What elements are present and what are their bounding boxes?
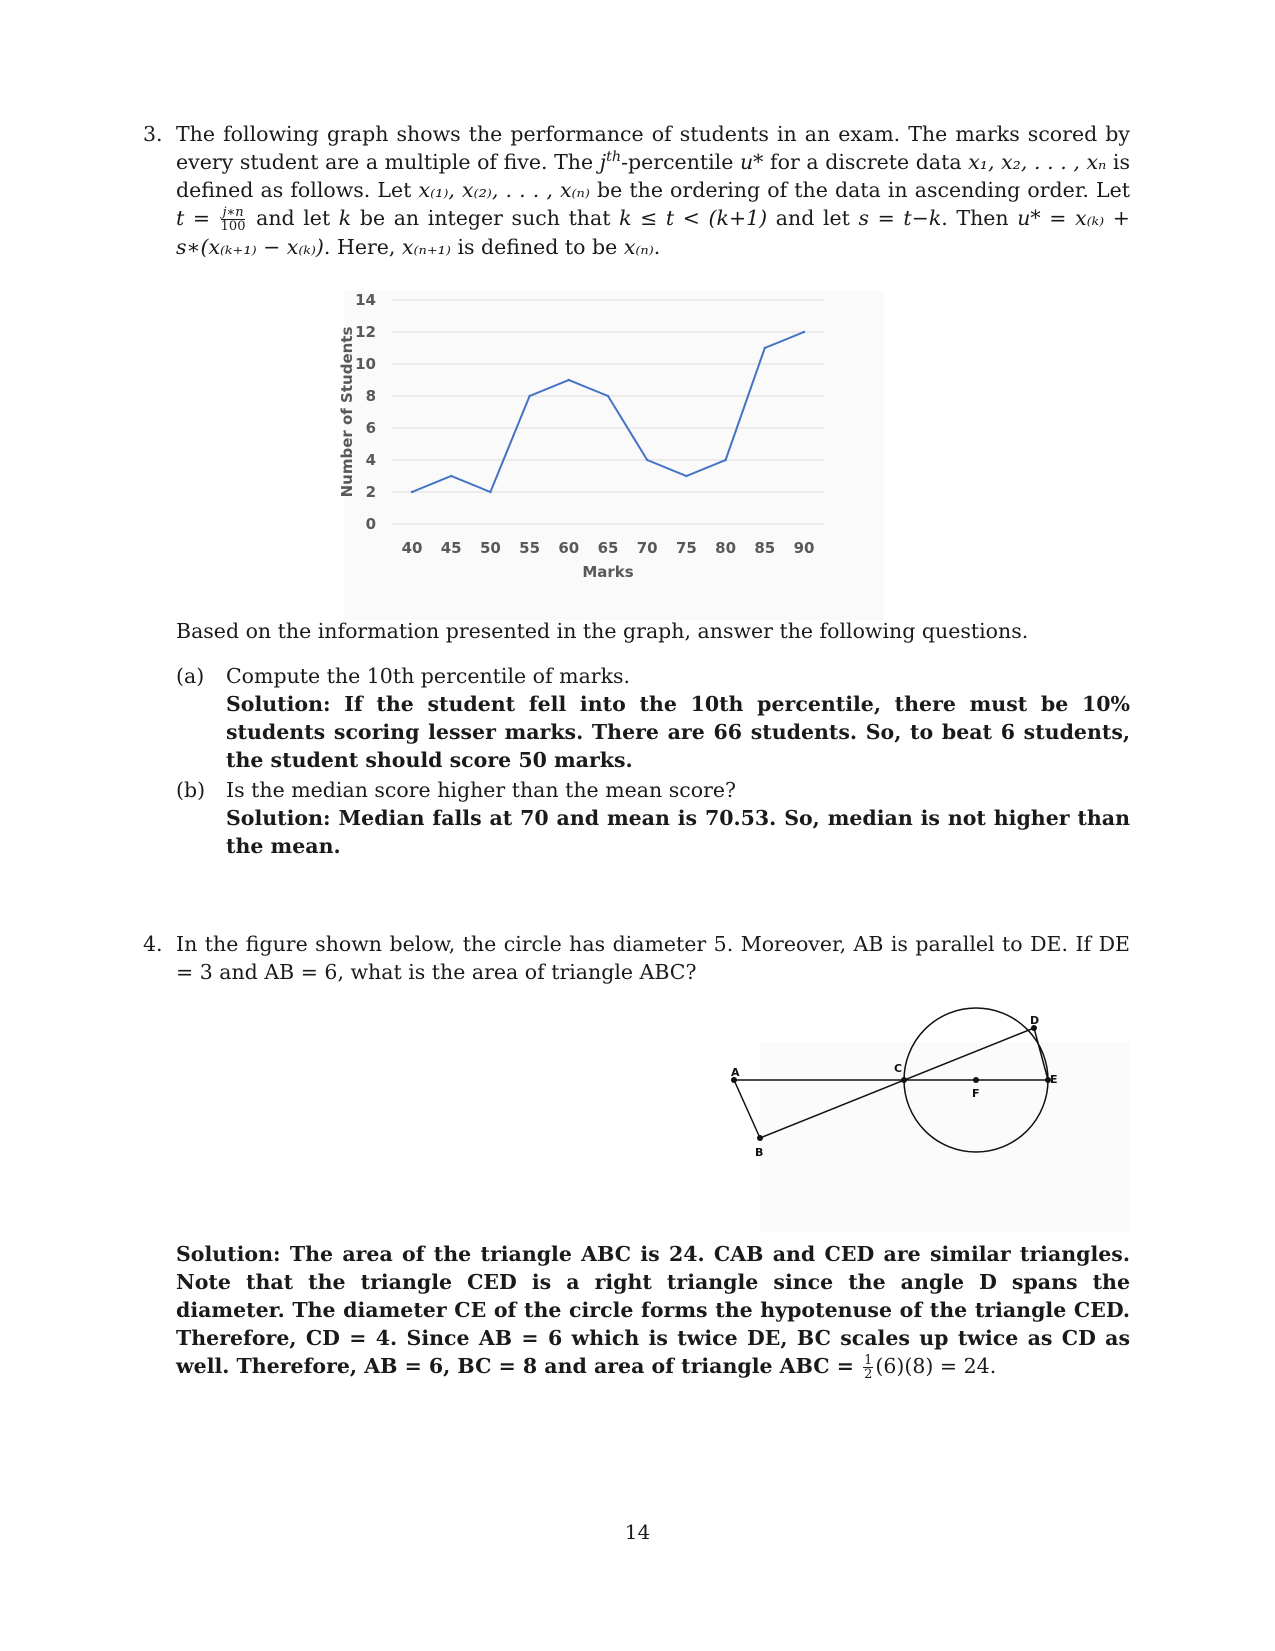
chart-x-tick-label: 70 (636, 539, 658, 557)
problem-4-statement: In the figure shown below, the circle has diameter 5. Moreover, AB is parallel to DE. If DE = 3 and AB = 6, what is the area of triangle ABC? (176, 932, 1130, 984)
chart-y-tick-label: 2 (365, 483, 376, 501)
math-xn1: x₍ₙ₊₁₎ (401, 235, 451, 259)
half-fraction (863, 1354, 873, 1381)
chart-data-point (489, 491, 491, 493)
problem-number: 4. (143, 932, 163, 956)
chart-data-point (764, 347, 766, 349)
chart-y-tick-label: 8 (365, 387, 376, 405)
chart-y-tick-label: 14 (355, 291, 376, 309)
statement-text: and let (767, 206, 859, 230)
math-t: t = (176, 206, 211, 230)
chart-x-tick-label: 45 (440, 539, 462, 557)
fraction-numerator: 1 (864, 1353, 873, 1368)
part-label: (a) (176, 664, 205, 688)
math-xn: x₍ₙ₎ (623, 235, 654, 259)
marks-line-chart (338, 290, 884, 620)
chart-x-tick-label: 60 (558, 539, 580, 557)
chart-y-tick-label: 4 (365, 451, 376, 469)
math-ustar: u* (739, 150, 764, 174)
statement-text: . Then (941, 206, 1018, 230)
chart-x-tick-label: 85 (754, 539, 776, 557)
chart-x-tick-label: 90 (793, 539, 815, 557)
chart-svg (338, 290, 884, 620)
statement-text: . Here, (323, 235, 402, 259)
problem-3 (143, 120, 1130, 261)
math-fraction (221, 206, 246, 233)
math-data-list: x₁, x₂, . . . , xₙ (968, 150, 1107, 174)
part-solution: Solution: If the student fell into the 10th percentile, there must be 10% students scoring lesser marks. There are 66 students. So, to beat 6 students, the student should score 50 marks. (226, 692, 1130, 772)
point-b-label: B (755, 1146, 764, 1159)
point-f-label: F (972, 1087, 980, 1100)
point-b-dot (757, 1135, 763, 1141)
statement-text: for a discrete data (763, 150, 969, 174)
statement-text: is defined as follows. Let (176, 150, 1131, 202)
math-j: j (599, 150, 607, 174)
statement-text: be an integer such that (351, 206, 620, 230)
part-label: (b) (176, 778, 206, 802)
chart-data-point (724, 459, 726, 461)
statement-text: is defined to be (450, 235, 624, 259)
chart-y-tick-label: 6 (365, 419, 376, 437)
math-k: k (338, 206, 352, 230)
problem-3-statement (176, 120, 1130, 261)
segment-ab (734, 1080, 760, 1138)
page-number: 14 (624, 1520, 651, 1544)
figure-background (760, 1042, 1130, 1232)
solution-result: (6)(8) = 24. (875, 1354, 997, 1378)
chart-y-tick-label: 10 (355, 355, 376, 373)
chart-y-tick-label: 12 (355, 323, 376, 341)
statement-text: The following graph shows the performance of students in an exam. The marks scored by every student are a multiple of five. The (176, 122, 1130, 174)
point-c-label: C (894, 1062, 903, 1075)
chart-y-axis-label: Number of Students (338, 326, 356, 498)
chart-data-point (803, 331, 805, 333)
chart-data-point (411, 491, 413, 493)
chart-x-tick-label: 65 (597, 539, 619, 557)
point-c-dot (901, 1077, 907, 1083)
solution-text: Solution: The area of the triangle ABC is 24. CAB and CED are similar triangles. Note that the triangle CED is a right triangle since the angle D spans the diameter. The diameter CE of the circle forms the hypotenuse of the triangle CED. Therefore, CD = 4. Since AB = 6 which is twice DE, BC scales up twice as CD as well. Therefore, AB = 6, BC = 8 and area of triangle ABC = (176, 1242, 1130, 1378)
math-formula: u* = x₍ₖ₎ + s∗(x₍ₖ₊₁₎ − x₍ₖ₎) (176, 206, 1130, 259)
fraction-denominator: 100 (220, 219, 246, 234)
chart-data-point (568, 379, 570, 381)
statement-text: . (653, 235, 661, 259)
questions-intro: Based on the information presented in the graph, answer the following questions. (176, 619, 1029, 643)
fraction-numerator: j∗n (222, 205, 244, 220)
math-ordered-list: x₍₁₎, x₍₂₎, . . . , x₍ₙ₎ (418, 178, 590, 202)
fraction-denominator: 2 (864, 1367, 873, 1382)
chart-x-tick-label: 50 (479, 539, 501, 557)
point-d-label: D (1030, 1014, 1040, 1027)
part-question: Compute the 10th percentile of marks. (226, 664, 631, 688)
chart-x-tick-label: 80 (715, 539, 737, 557)
chart-data-point (528, 395, 530, 397)
chart-data-point (685, 475, 687, 477)
chart-x-tick-label: 40 (401, 539, 423, 557)
geometry-svg (731, 1014, 1130, 1232)
statement-text: -percentile (621, 150, 740, 174)
part-question: Is the median score higher than the mean score? (226, 778, 736, 802)
math-inequality: k ≤ t < (k+1) (619, 206, 768, 230)
chart-x-tick-label: 75 (675, 539, 697, 557)
statement-text: be the ordering of the data in ascending order. Let (589, 178, 1130, 202)
chart-y-tick-label: 0 (365, 515, 376, 533)
math-th: th (606, 149, 622, 166)
chart-data-point (450, 475, 452, 477)
chart-data-point (607, 395, 609, 397)
problem-4 (143, 930, 1130, 986)
chart-x-tick-label: 55 (519, 539, 541, 557)
chart-data-point (646, 459, 648, 461)
problem-4-solution (176, 1240, 1130, 1381)
statement-text: and let (247, 206, 339, 230)
part-content (226, 662, 1130, 774)
geometry-figure (731, 1014, 1130, 1232)
problem-number: 3. (143, 122, 163, 146)
part-solution: Solution: Median falls at 70 and mean is 70.53. So, median is not higher than the mean. (226, 806, 1130, 858)
part-a (176, 662, 1130, 774)
chart-x-axis-label: Marks (582, 563, 634, 581)
math-s: s = t−k (858, 206, 942, 230)
point-f-dot (973, 1077, 979, 1083)
part-b (176, 776, 1130, 860)
point-a-label: A (731, 1066, 740, 1079)
point-e-label: E (1050, 1073, 1058, 1086)
part-content (226, 776, 1130, 860)
